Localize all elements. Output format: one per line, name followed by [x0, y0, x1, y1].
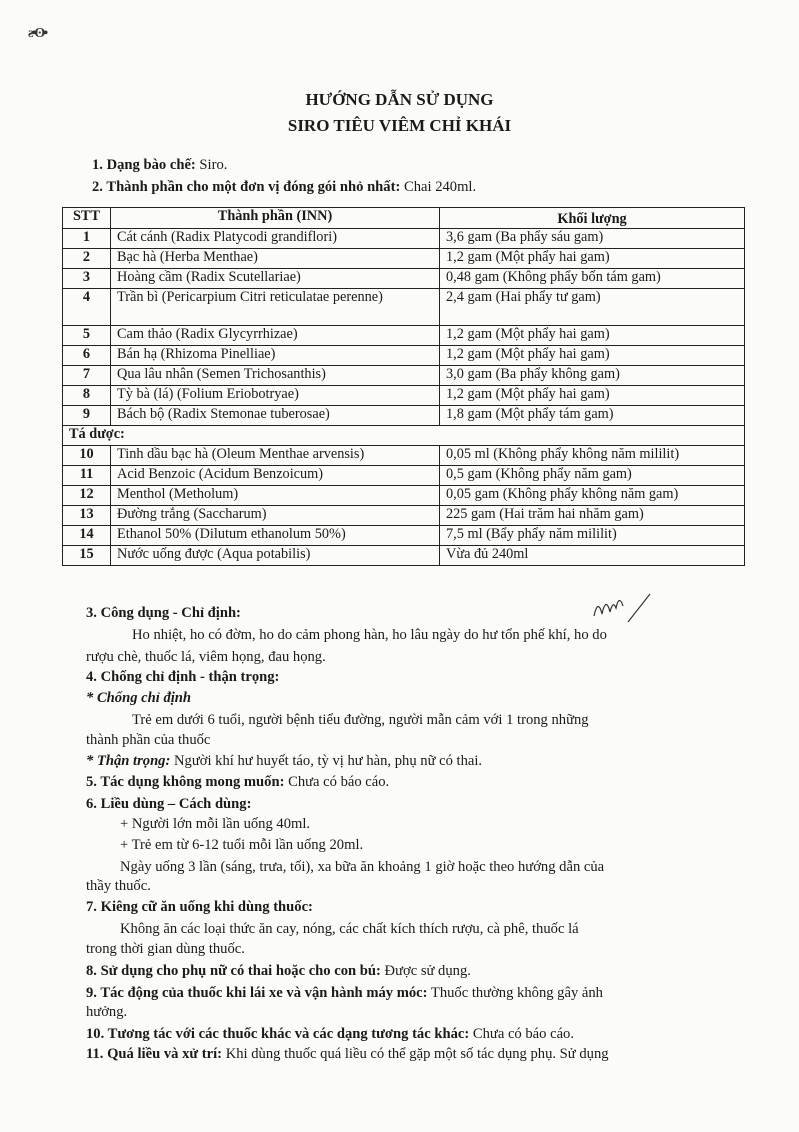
cell-amount: Vừa đủ 240ml: [440, 546, 745, 566]
cell-stt: 8: [63, 386, 111, 406]
table-row: [63, 466, 745, 486]
table-row: [63, 446, 745, 466]
cell-ingredient: Nước uống được (Aqua potabilis): [111, 546, 440, 566]
caution-heading: * Thận trọng:: [86, 753, 171, 769]
cell-stt: 7: [63, 366, 111, 386]
cell-amount: 0,5 gam (Không phẩy năm gam): [440, 466, 745, 486]
section-6-text-1: Ngày uống 3 lần (sáng, trưa, tối), xa bữa ăn khoảng 1 giờ hoặc theo hướng dẫn của: [120, 859, 605, 875]
cell-stt: 14: [63, 526, 111, 546]
table-row: [63, 249, 745, 269]
table-row: [63, 289, 745, 326]
section-2-value: Chai 240ml.: [400, 179, 477, 195]
section-11-label: 11. Quá liều và xử trí:: [86, 1046, 223, 1062]
section-9: [86, 984, 603, 1002]
table-row: [63, 546, 745, 566]
table-row: [63, 229, 745, 249]
handwritten-initials: [588, 588, 658, 628]
section-7-text-1: Không ăn các loại thức ăn cay, nóng, các chất kích thích rượu, cà phê, thuốc lá: [120, 921, 579, 937]
section-5-label: 5. Tác dụng không mong muốn:: [86, 774, 285, 790]
cell-amount: 2,4 gam (Hai phẩy tư gam): [440, 289, 745, 326]
contraindication-heading: * Chống chỉ định: [86, 690, 192, 706]
section-9-text-2: hưởng.: [86, 1004, 128, 1020]
section-1: [92, 156, 227, 174]
caution-text: Người khí hư huyết táo, tỳ vị hư hàn, phụ nữ có thai.: [170, 753, 483, 769]
cell-ingredient: Bách bộ (Radix Stemonae tuberosae): [111, 406, 440, 426]
section-5-value: Chưa có báo cáo.: [284, 774, 390, 790]
table-row: [63, 366, 745, 386]
cell-ingredient: Bạc hà (Herba Menthae): [111, 249, 440, 269]
section-8-label: 8. Sử dụng cho phụ nữ có thai hoặc cho con bú:: [86, 963, 381, 979]
cell-amount: 3,6 gam (Ba phẩy sáu gam): [440, 229, 745, 249]
section-1-label: 1. Dạng bào chế:: [92, 157, 196, 173]
product-name: SIRO TIÊU VIÊM CHỈ KHÁI: [287, 116, 512, 135]
section-9-value: Thuốc thường không gây ảnh: [427, 985, 603, 1001]
cell-ingredient: Qua lâu nhân (Semen Trichosanthis): [111, 366, 440, 386]
cell-ingredient: Cát cánh (Radix Platycodi grandiflori): [111, 229, 440, 249]
cell-stt: 15: [63, 546, 111, 566]
cell-ingredient: Tỳ bà (lá) (Folium Eriobotryae): [111, 386, 440, 406]
cell-amount: 0,05 gam (Không phẩy không năm gam): [440, 486, 745, 506]
cell-stt: 2: [63, 249, 111, 269]
section-6-label: 6. Liều dùng – Cách dùng:: [86, 796, 252, 812]
section-5: [86, 773, 389, 791]
section-7-text-2: trong thời gian dùng thuốc.: [86, 941, 245, 957]
section-8-value: Được sử dụng.: [380, 963, 471, 979]
table-row: [63, 526, 745, 546]
cell-amount: 1,2 gam (Một phẩy hai gam): [440, 326, 745, 346]
cell-amount: 1,2 gam (Một phẩy hai gam): [440, 346, 745, 366]
section-2-label: 2. Thành phần cho một đơn vị đóng gói nhỏ nhất:: [92, 179, 401, 195]
caution-line: [86, 752, 482, 770]
cell-amount: 0,05 ml (Không phẩy không năm mililit): [440, 446, 745, 466]
cell-ingredient: Menthol (Metholum): [111, 486, 440, 506]
table-row: [63, 326, 745, 346]
section-3-text-2: rượu chè, thuốc lá, viêm họng, đau họng.: [86, 649, 326, 665]
dosage-adult: + Người lớn mỗi lần uống 40ml.: [120, 816, 311, 832]
section-10: [86, 1025, 574, 1043]
section-11-value: Khi dùng thuốc quá liều có thể gặp một số tác dụng phụ. Sử dụng: [222, 1046, 609, 1062]
dosage-child: + Trẻ em từ 6-12 tuổi mỗi lần uống 20ml.: [120, 837, 364, 853]
cell-ingredient: Cam thảo (Radix Glycyrrhizae): [111, 326, 440, 346]
cell-amount: 1,2 gam (Một phẩy hai gam): [440, 386, 745, 406]
section-8: [86, 962, 471, 980]
section-11: [86, 1045, 609, 1063]
section-2: [92, 178, 476, 196]
section-10-label: 10. Tương tác với các thuốc khác và các dạng tương tác khác:: [86, 1026, 470, 1042]
excipient-heading: Tá dược:: [63, 426, 745, 446]
cell-stt: 13: [63, 506, 111, 526]
section-4-label: 4. Chống chỉ định - thận trọng:: [86, 669, 280, 685]
cell-amount: 1,2 gam (Một phẩy hai gam): [440, 249, 745, 269]
cell-amount: 225 gam (Hai trăm hai nhăm gam): [440, 506, 745, 526]
cell-stt: 9: [63, 406, 111, 426]
cell-ingredient: Acid Benzoic (Acidum Benzoicum): [111, 466, 440, 486]
cell-stt: 12: [63, 486, 111, 506]
section-4-text-1: Trẻ em dưới 6 tuổi, người bệnh tiểu đường, người mẫn cảm với 1 trong những: [132, 712, 589, 728]
table-row: [63, 269, 745, 289]
table-row: [63, 386, 745, 406]
cell-amount: 3,0 gam (Ba phẩy không gam): [440, 366, 745, 386]
header-amount: Khối lượng: [440, 208, 745, 229]
section-3-label: 3. Công dụng - Chỉ định:: [86, 605, 241, 621]
header-stt: STT: [63, 208, 111, 229]
cell-ingredient: Đường trắng (Saccharum): [111, 506, 440, 526]
section-3-text-1: Ho nhiệt, ho có đờm, ho do cảm phong hàn, ho lâu ngày do hư tổn phế khí, ho do: [132, 627, 607, 643]
cell-amount: 7,5 ml (Bẩy phẩy năm mililit): [440, 526, 745, 546]
cell-stt: 5: [63, 326, 111, 346]
cell-ingredient: Tinh dầu bạc hà (Oleum Menthae arvensis): [111, 446, 440, 466]
corner-mark: ƨ•ʘ•: [28, 26, 47, 41]
section-10-value: Chưa có báo cáo.: [469, 1026, 574, 1042]
cell-ingredient: Bán hạ (Rhizoma Pinelliae): [111, 346, 440, 366]
header-ingredient: Thành phần (INN): [111, 208, 440, 229]
doc-title: HƯỚNG DẪN SỬ DỤNG: [305, 90, 494, 109]
section-6-text-2: thầy thuốc.: [86, 878, 151, 894]
cell-amount: 1,8 gam (Một phẩy tám gam): [440, 406, 745, 426]
section-1-value: Siro.: [195, 157, 228, 173]
section-4-text-2: thành phần của thuốc: [86, 732, 211, 748]
table-row: [63, 506, 745, 526]
table-row: [63, 486, 745, 506]
section-7-label: 7. Kiêng cữ ăn uống khi dùng thuốc:: [86, 899, 313, 915]
cell-ingredient: Hoàng cầm (Radix Scutellariae): [111, 269, 440, 289]
cell-stt: 10: [63, 446, 111, 466]
table-row: [63, 406, 745, 426]
table-row: [63, 346, 745, 366]
cell-stt: 3: [63, 269, 111, 289]
excipient-heading-row: [63, 426, 745, 446]
cell-stt: 4: [63, 289, 111, 326]
cell-stt: 11: [63, 466, 111, 486]
section-9-label: 9. Tác động của thuốc khi lái xe và vận hành máy móc:: [86, 985, 428, 1001]
cell-stt: 1: [63, 229, 111, 249]
cell-ingredient: Trần bì (Pericarpium Citri reticulatae perenne): [111, 289, 440, 326]
cell-amount: 0,48 gam (Không phẩy bốn tám gam): [440, 269, 745, 289]
cell-ingredient: Ethanol 50% (Dilutum ethanolum 50%): [111, 526, 440, 546]
cell-stt: 6: [63, 346, 111, 366]
composition-table: [62, 207, 745, 566]
table-header-row: [63, 208, 745, 229]
